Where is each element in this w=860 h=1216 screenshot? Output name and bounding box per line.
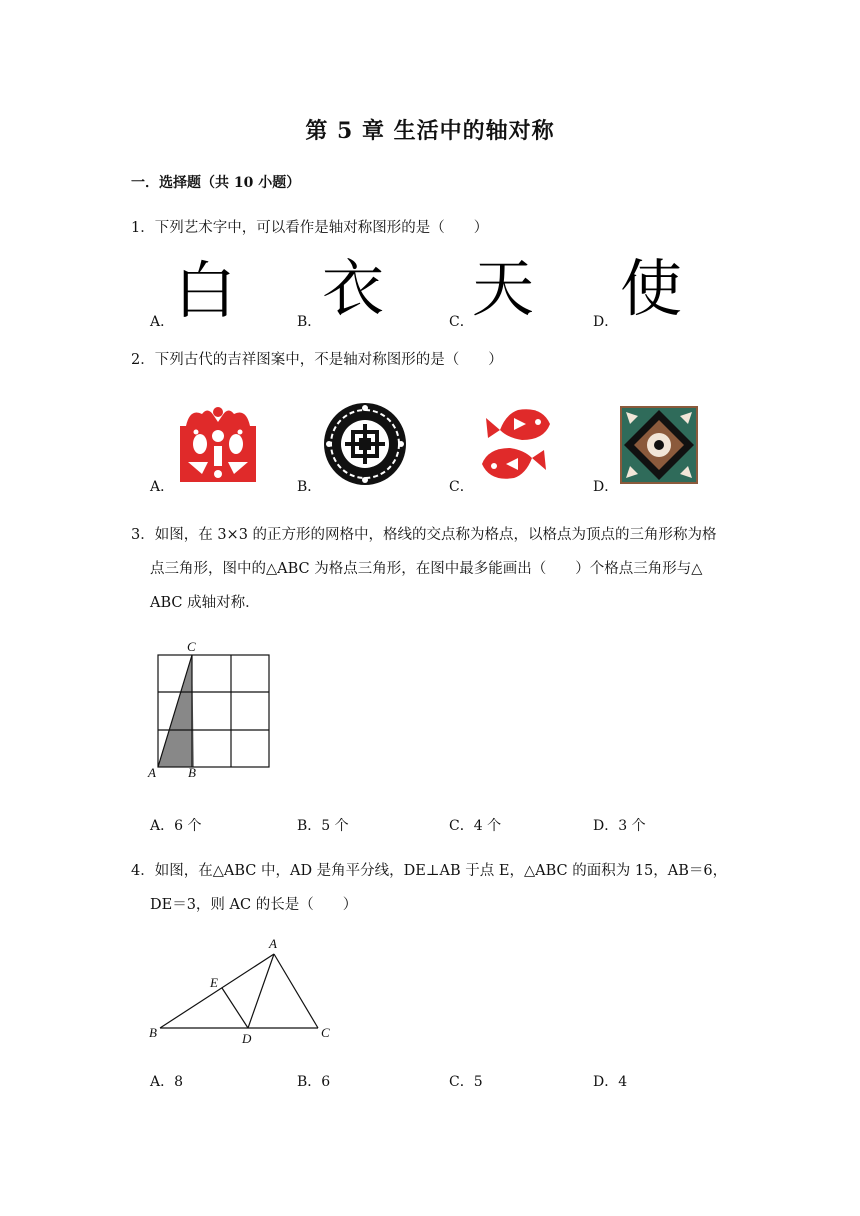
q2-option-d-label: D． xyxy=(593,479,619,495)
q3-option-a: A．6 个 xyxy=(150,818,202,834)
q3-option-b: B．5 个 xyxy=(297,818,349,834)
q3-stem-line1: 3．如图，在 3×3 的正方形的网格中，格线的交点称为格点，以格点为顶点的三角形称为格 xyxy=(131,527,717,543)
q1-option-c-char: 天 xyxy=(472,252,535,325)
paper-cut-fish-image xyxy=(478,404,554,484)
q3-label-c: C xyxy=(187,639,196,654)
q3-grid-figure xyxy=(145,638,277,783)
q2-option-a-label: A． xyxy=(150,479,175,495)
q4-option-d: D．4 xyxy=(593,1074,628,1090)
q3-stem-line3: ABC 成轴对称． xyxy=(150,595,260,611)
q4-stem-line2: DE＝3，则 AC 的长是（ ） xyxy=(150,897,358,913)
q2-option-c-label: C． xyxy=(449,479,474,495)
q4-label-a: A xyxy=(269,936,277,951)
q1-stem: 1．下列艺术字中，可以看作是轴对称图形的是（ ） xyxy=(131,220,489,236)
q4-label-b: B xyxy=(149,1025,157,1040)
q1-option-d-char: 使 xyxy=(620,252,683,325)
section-heading: 一．选择题（共 10 小题） xyxy=(131,175,301,191)
round-auspicious-pattern-image xyxy=(323,402,407,486)
q1-option-d-label: D． xyxy=(593,314,619,330)
q4-option-c: C．5 xyxy=(449,1074,483,1090)
q3-option-c: C．4 个 xyxy=(449,818,502,834)
square-tile-pattern-image xyxy=(620,406,698,484)
q1-option-b-label: B． xyxy=(297,314,322,330)
page-title: 第 5 章 生活中的轴对称 xyxy=(305,118,555,144)
q3-label-a: A xyxy=(148,765,156,780)
q3-stem-line2: 点三角形，图中的△ABC 为格点三角形，在图中最多能画出（ ）个格点三角形与△ xyxy=(150,561,703,577)
q4-stem-line1: 4．如图，在△ABC 中，AD 是角平分线，DE⊥AB 于点 E，△ABC 的面积为 15，AB＝6， xyxy=(131,863,728,879)
q1-option-a-label: A． xyxy=(150,314,175,330)
q4-label-e: E xyxy=(210,975,218,990)
q4-label-c: C xyxy=(321,1025,330,1040)
q4-option-a: A．8 xyxy=(150,1074,184,1090)
q3-label-b: B xyxy=(188,765,196,780)
q2-option-b-label: B． xyxy=(297,479,322,495)
paper-cut-birds-image xyxy=(178,404,258,484)
q1-option-c-label: C． xyxy=(449,314,474,330)
q4-label-d: D xyxy=(242,1031,252,1046)
q2-stem: 2．下列古代的吉祥图案中，不是轴对称图形的是（ ） xyxy=(131,352,503,368)
q3-option-d: D．3 个 xyxy=(593,818,646,834)
q1-option-b-char: 衣 xyxy=(322,252,385,325)
q1-option-a-char: 白 xyxy=(174,254,237,327)
q4-option-b: B．6 xyxy=(297,1074,331,1090)
